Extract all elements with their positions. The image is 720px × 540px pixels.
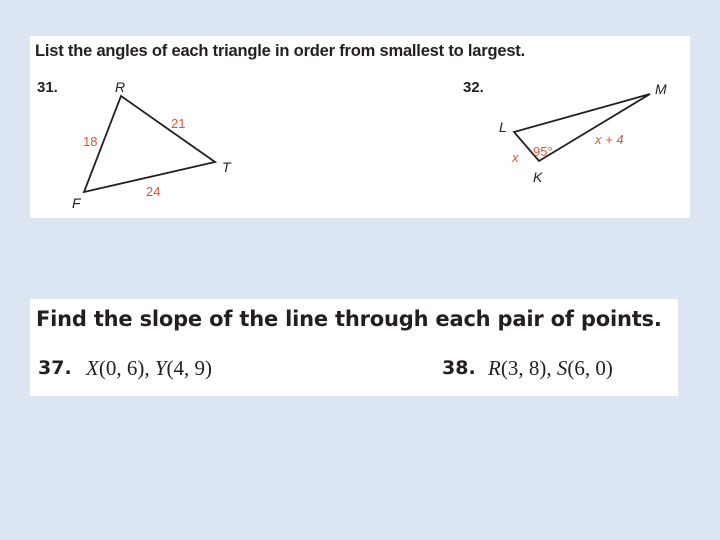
point-r-name: R — [488, 356, 501, 380]
points-37-separator: , — [144, 356, 155, 380]
side-rt-label: 21 — [171, 116, 186, 131]
vertex-t-label: T — [222, 159, 231, 175]
triangle-31-figure — [70, 80, 270, 220]
vertex-f-label: F — [72, 195, 81, 211]
vertex-r-label: R — [115, 79, 126, 95]
vertex-l-label: L — [499, 119, 507, 135]
problem-38-number: 38. — [442, 357, 476, 379]
instruction-angles: List the angles of each triangle in order from smallest to largest. — [35, 42, 525, 60]
triangle-31-shape — [84, 96, 215, 192]
problem-31-number: 31. — [37, 79, 58, 96]
triangle-problems-panel — [30, 36, 690, 218]
point-y-name: Y — [154, 356, 167, 380]
problem-37-number: 37. — [38, 357, 72, 379]
vertex-k-label: K — [533, 169, 543, 185]
side-rf-label: 18 — [83, 134, 98, 149]
problem-38-points — [488, 356, 613, 381]
angle-k-label: 95° — [533, 144, 553, 159]
point-x-coords: (0, 6) — [98, 356, 145, 380]
point-r-coords: (3, 8) — [500, 356, 547, 380]
point-y-coords: (4, 9) — [166, 356, 213, 380]
point-s-coords: (6, 0) — [567, 356, 613, 380]
instruction-slope: Find the slope of the line through each pair of points. — [36, 307, 662, 331]
point-x-name: X — [86, 356, 99, 380]
vertex-m-label: M — [655, 81, 667, 97]
side-ft-label: 24 — [146, 184, 161, 199]
point-s-name: S — [556, 356, 568, 380]
triangle-32-figure — [490, 80, 690, 220]
side-lk-label: x — [512, 150, 519, 165]
slope-problems-panel — [30, 299, 678, 396]
points-38-separator: , — [546, 356, 557, 380]
problem-37-points — [86, 356, 212, 381]
side-km-label: x + 4 — [595, 132, 624, 147]
problem-32-number: 32. — [463, 79, 484, 96]
